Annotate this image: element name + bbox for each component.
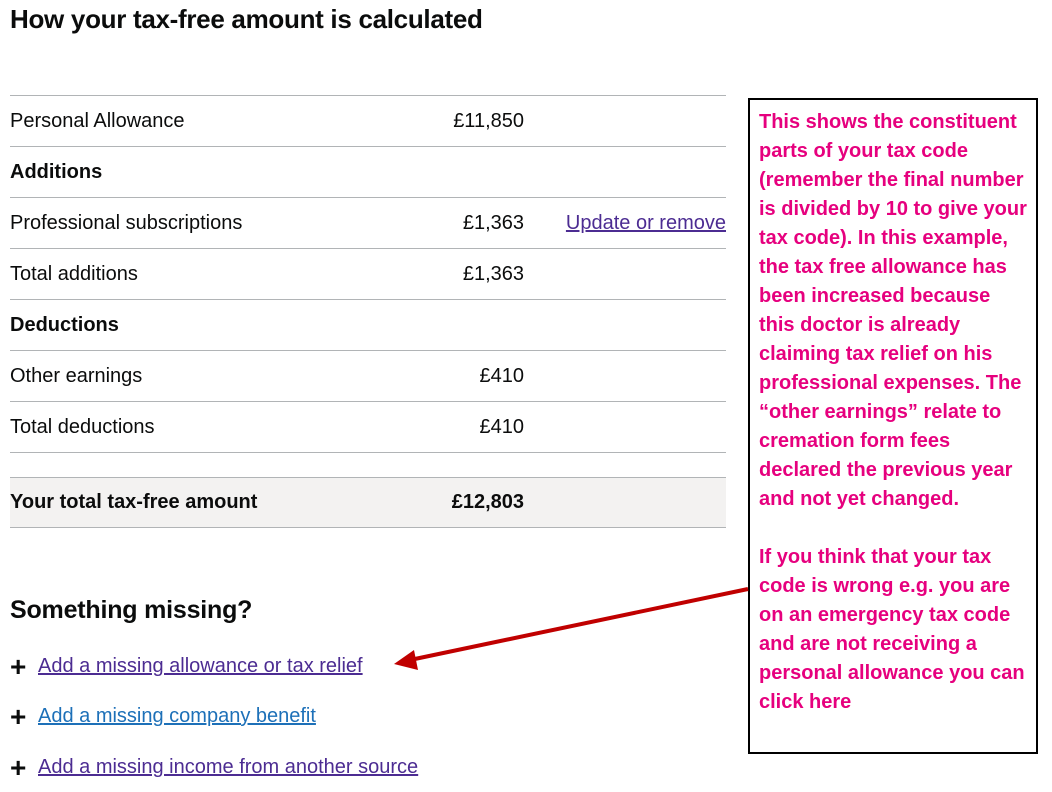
row-amount: £1,363 xyxy=(462,262,524,285)
update-or-remove-link[interactable]: Update or remove xyxy=(565,211,726,234)
plus-icon: + xyxy=(10,650,27,682)
plus-icon: + xyxy=(10,751,27,783)
add-missing-allowance[interactable] xyxy=(10,650,363,682)
annotation-paragraph: This shows the constituent parts of your tax code (remember the final number is divided by 10 to give your tax code). In this example, the tax free allowance has been increased because this doctor is already claiming tax relief on his professional expenses. The “other earnings” relate to cremation form fees declared the previous year and not yet changed. xyxy=(759,111,1027,510)
table-row xyxy=(10,351,726,402)
add-missing-benefit-link[interactable]: Add a missing company benefit xyxy=(38,705,316,727)
table-row xyxy=(10,402,726,453)
table-section-heading xyxy=(10,300,726,351)
arrow-shaft xyxy=(410,589,748,660)
add-missing-income[interactable] xyxy=(10,751,419,783)
row-amount: £410 xyxy=(479,415,524,438)
arrow-head xyxy=(394,650,418,670)
plus-icon: + xyxy=(10,700,27,732)
something-missing-heading: Something missing? xyxy=(10,596,253,624)
total-amount: £12,803 xyxy=(451,491,524,513)
table-section-heading xyxy=(10,147,726,198)
row-label: Additions xyxy=(10,160,103,183)
tax-free-amount-table xyxy=(10,95,726,528)
row-label: Personal Allowance xyxy=(10,109,185,132)
table-row xyxy=(10,249,726,300)
add-missing-benefit[interactable] xyxy=(10,700,316,732)
row-label: Total additions xyxy=(10,262,138,285)
table-spacer xyxy=(10,453,726,478)
row-label: Total deductions xyxy=(10,415,155,438)
total-label: Your total tax-free amount xyxy=(10,491,258,513)
total-row xyxy=(10,478,726,528)
page-title: How your tax-free amount is calculated xyxy=(10,4,483,34)
annotation-paragraph: If you think that your tax code is wrong e.g. you are on an emergency tax code and are not receiving a personal allowance you can click here xyxy=(759,546,1025,713)
table-row xyxy=(10,198,726,249)
row-amount: £410 xyxy=(479,364,524,387)
table-row xyxy=(10,96,726,147)
add-missing-income-link[interactable]: Add a missing income from another source xyxy=(38,756,419,778)
row-label: Professional subscriptions xyxy=(10,211,243,234)
add-missing-allowance-link[interactable]: Add a missing allowance or tax relief xyxy=(38,655,363,677)
row-amount: £11,850 xyxy=(453,109,524,132)
row-label: Deductions xyxy=(10,313,119,336)
annotation-callout xyxy=(748,98,1038,754)
row-label: Other earnings xyxy=(10,364,143,387)
row-amount: £1,363 xyxy=(462,211,524,234)
